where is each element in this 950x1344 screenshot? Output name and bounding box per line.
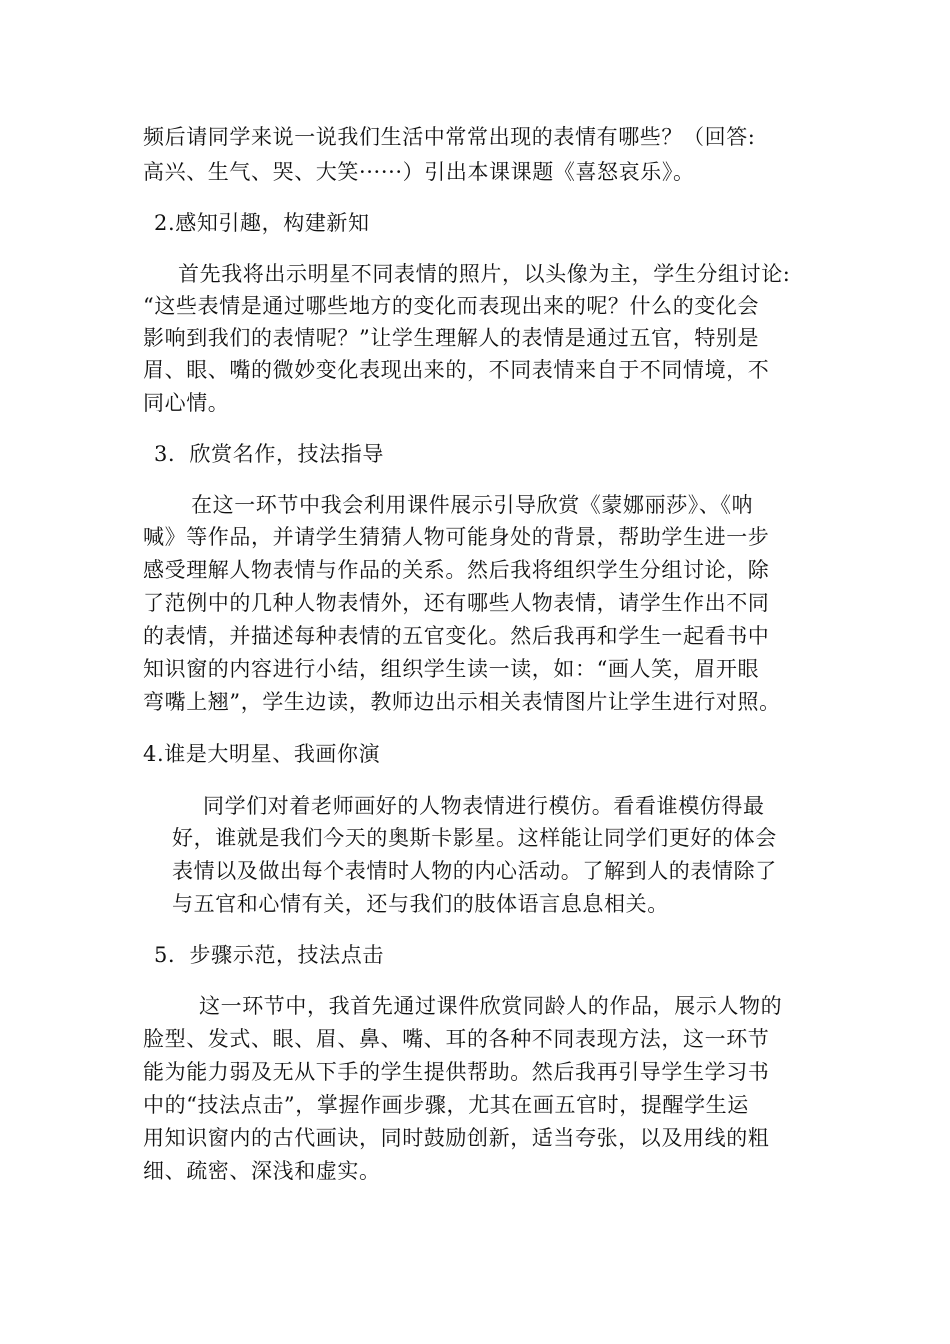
section-3-line-1: 在这一环节中我会利用课件展示引导欣赏《蒙娜丽莎》、《呐 xyxy=(191,493,754,517)
section-5-line-3: 能为能力弱及无从下手的学生提供帮助。然后我再引导学生学习书 xyxy=(143,1060,770,1084)
section-3-line-3: 感受理解人物表情与作品的关系。然后我将组织学生分组讨论，除 xyxy=(143,558,770,582)
section-2-line-5: 同心情。 xyxy=(143,391,230,415)
section-3-line-7: 弯嘴上翘”，学生边读，教师边出示相关表情图片让学生进行对照。 xyxy=(143,690,781,714)
section-5-line-5: 用知识窗内的古代画诀，同时鼓励创新，适当夸张，以及用线的粗 xyxy=(143,1126,770,1150)
section-5-line-4: 中的“技法点击”，掌握作画步骤，尤其在画五官时，提醒学生运 xyxy=(143,1093,749,1117)
section-5-heading: 5．步骤示范，技法点击 xyxy=(154,943,384,967)
section-2-line-4: 眉、眼、嘴的微妙变化表现出来的，不同表情来自于不同情境，不 xyxy=(143,358,770,382)
section-3-line-5: 的表情，并描述每种表情的五官变化。然后我再和学生一起看书中 xyxy=(143,624,770,648)
section-3-line-4: 了范例中的几种人物表情外，还有哪些人物表情，请学生作出不同 xyxy=(143,591,770,615)
intro-line-2: 高兴、生气、哭、大笑······）引出本课课题《喜怒哀乐》。 xyxy=(143,160,695,184)
section-4-line-4: 与五官和心情有关，还与我们的肢体语言息息相关。 xyxy=(172,892,669,916)
section-5-line-1: 这一环节中，我首先通过课件欣赏同龄人的作品，展示人物的 xyxy=(199,994,783,1018)
section-3-line-6: 知识窗的内容进行小结，组织学生读一读，如：“画人笑，眉开眼 xyxy=(143,657,760,681)
section-2-heading: 2.感知引趣，构建新知 xyxy=(154,211,370,235)
section-5-line-6: 细、疏密、深浅和虚实。 xyxy=(143,1159,381,1183)
section-4-line-3: 表情以及做出每个表情时人物的内心活动。了解到人的表情除了 xyxy=(172,859,777,883)
section-4-line-1: 同学们对着老师画好的人物表情进行模仿。看看谁模仿得最 xyxy=(203,794,765,818)
section-3-heading: 3．欣赏名作，技法指导 xyxy=(154,442,384,466)
section-3-line-2: 喊》等作品，并请学生猜猜人物可能身处的背景，帮助学生进一步 xyxy=(143,525,770,549)
intro-line-1: 频后请同学来说一说我们生活中常常出现的表情有哪些？（回答: xyxy=(143,125,756,149)
section-2-line-2: “这些表情是通过哪些地方的变化而表现出来的呢？什么的变化会 xyxy=(143,294,760,318)
section-2-line-1: 首先我将出示明星不同表情的照片，以头像为主，学生分组讨论: xyxy=(178,262,791,286)
section-5-line-2: 脸型、发式、眼、眉、鼻、嘴、耳的各种不同表现方法，这一环节 xyxy=(143,1027,770,1051)
section-4-line-2: 好，谁就是我们今天的奥斯卡影星。这样能让同学们更好的体会 xyxy=(172,826,777,850)
section-2-line-3: 影响到我们的表情呢？”让学生理解人的表情是通过五官，特别是 xyxy=(143,326,760,350)
section-4-heading: 4.谁是大明星、我画你演 xyxy=(143,742,381,766)
